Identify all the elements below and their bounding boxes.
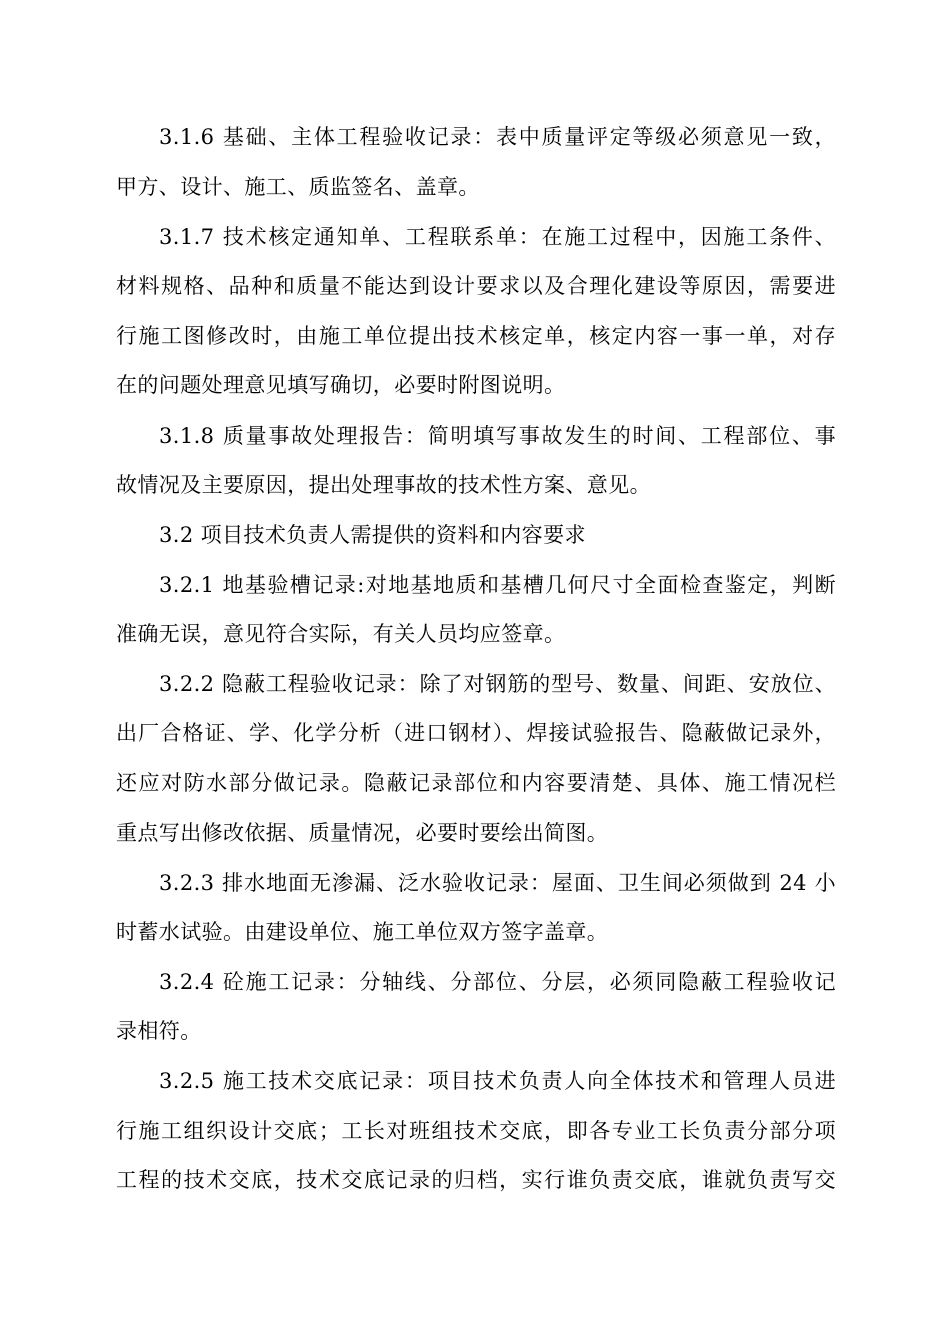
text-line: 3.1.7 技术核定通知单、工程联系单：在施工过程中，因施工条件、 — [159, 225, 836, 249]
text-line: 行施工组织设计交底；工长对班组技术交底，即各专业工长负责分部分项 — [116, 1119, 836, 1143]
section-heading: 3.2 项目技术负责人需提供的资料和内容要求 — [159, 523, 586, 547]
text-line: 3.1.8 质量事故处理报告：简明填写事故发生的时间、工程部位、事 — [159, 424, 836, 448]
text-line: 3.2.4 砼施工记录：分轴线、分部位、分层，必须同隐蔽工程验收记 — [159, 970, 836, 994]
text-line: 准确无误，意见符合实际，有关人员均应签章。 — [116, 622, 566, 646]
text-line: 3.2.3 排水地面无渗漏、泛水验收记录：屋面、卫生间必须做到 24 小 — [159, 871, 836, 895]
text-line: 3.1.6 基础、主体工程验收记录：表中质量评定等级必须意见一致， — [159, 125, 836, 149]
text-line: 3.2.5 施工技术交底记录：项目技术负责人向全体技术和管理人员进 — [159, 1069, 836, 1093]
text-line: 甲方、设计、施工、质监签名、盖章。 — [116, 175, 480, 199]
text-line: 故情况及主要原因，提出处理事故的技术性方案、意见。 — [116, 473, 651, 497]
text-line: 3.2.2 隐蔽工程验收记录：除了对钢筋的型号、数量、间距、安放位、 — [159, 672, 836, 696]
text-line: 在的问题处理意见填写确切，必要时附图说明。 — [116, 373, 566, 397]
text-line: 材料规格、品种和质量不能达到设计要求以及合理化建设等原因，需要进 — [116, 274, 836, 298]
text-line: 重点写出修改依据、质量情况，必要时要绘出简图。 — [116, 821, 609, 845]
text-line: 工程的技术交底，技术交底记录的归档，实行谁负责交底，谁就负责写交 — [116, 1168, 836, 1192]
text-line: 3.2.1 地基验槽记录:对地基地质和基槽几何尺寸全面检查鉴定，判断 — [159, 573, 836, 597]
text-line: 录相符。 — [116, 1019, 202, 1043]
text-line: 时蓄水试验。由建设单位、施工单位双方签字盖章。 — [116, 920, 609, 944]
text-line: 还应对防水部分做记录。隐蔽记录部位和内容要清楚、具体、施工情况栏 — [116, 771, 836, 795]
text-line: 出厂合格证、学、化学分析（进口钢材）、焊接试验报告、隐蔽做记录外， — [116, 721, 836, 745]
text-line: 行施工图修改时，由施工单位提出技术核定单，核定内容一事一单，对存 — [116, 324, 836, 348]
